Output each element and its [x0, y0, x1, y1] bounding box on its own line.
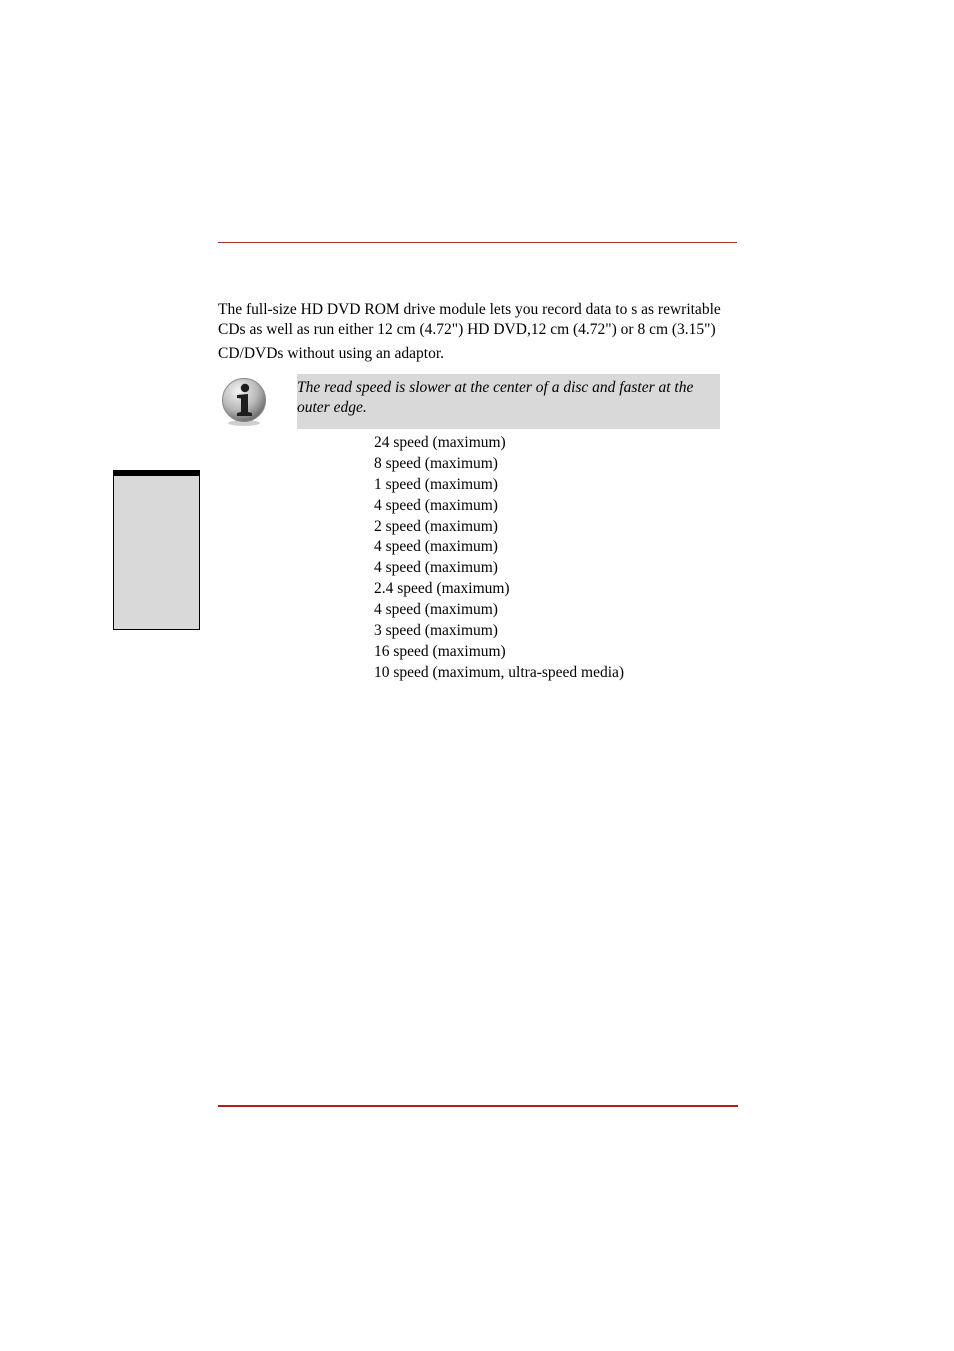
- note-text: The read speed is slower at the center of a disc and faster at the outer edge.: [297, 379, 694, 416]
- speed-list: [374, 433, 624, 684]
- intro-line-2: CDs as well as run either 12 cm (4.72") HD DVD,12 cm (4.72") or 8 cm (3.15"): [218, 321, 716, 338]
- intro-line-1: The full-size HD DVD ROM drive module lets you record data to s as rewritable: [218, 301, 721, 318]
- speed-item: 4 speed (maximum): [374, 496, 498, 514]
- info-icon: [221, 377, 267, 427]
- speed-item: 3 speed (maximum): [374, 622, 498, 640]
- footer-rule: [218, 1105, 738, 1107]
- speed-item: 24 speed (maximum): [374, 434, 506, 451]
- speed-item: 8 speed (maximum): [374, 454, 498, 472]
- speed-item: 10 speed (maximum, ultra-speed media): [374, 663, 625, 681]
- intro-paragraph: [218, 300, 738, 364]
- speed-item: 2 speed (maximum): [374, 517, 498, 535]
- speed-item: 2.4 speed (maximum): [374, 580, 510, 598]
- speed-item: 4 speed (maximum): [374, 538, 498, 556]
- speed-item: 4 speed (maximum): [374, 559, 498, 577]
- speed-item: 4 speed (maximum): [374, 601, 498, 619]
- speed-item: 1 speed (maximum): [374, 475, 498, 493]
- speed-item: 16 speed (maximum): [374, 642, 506, 660]
- intro-line-3: CD/DVDs without using an adaptor.: [218, 345, 445, 362]
- header-rule: [218, 242, 737, 243]
- chapter-side-tab: [113, 470, 200, 630]
